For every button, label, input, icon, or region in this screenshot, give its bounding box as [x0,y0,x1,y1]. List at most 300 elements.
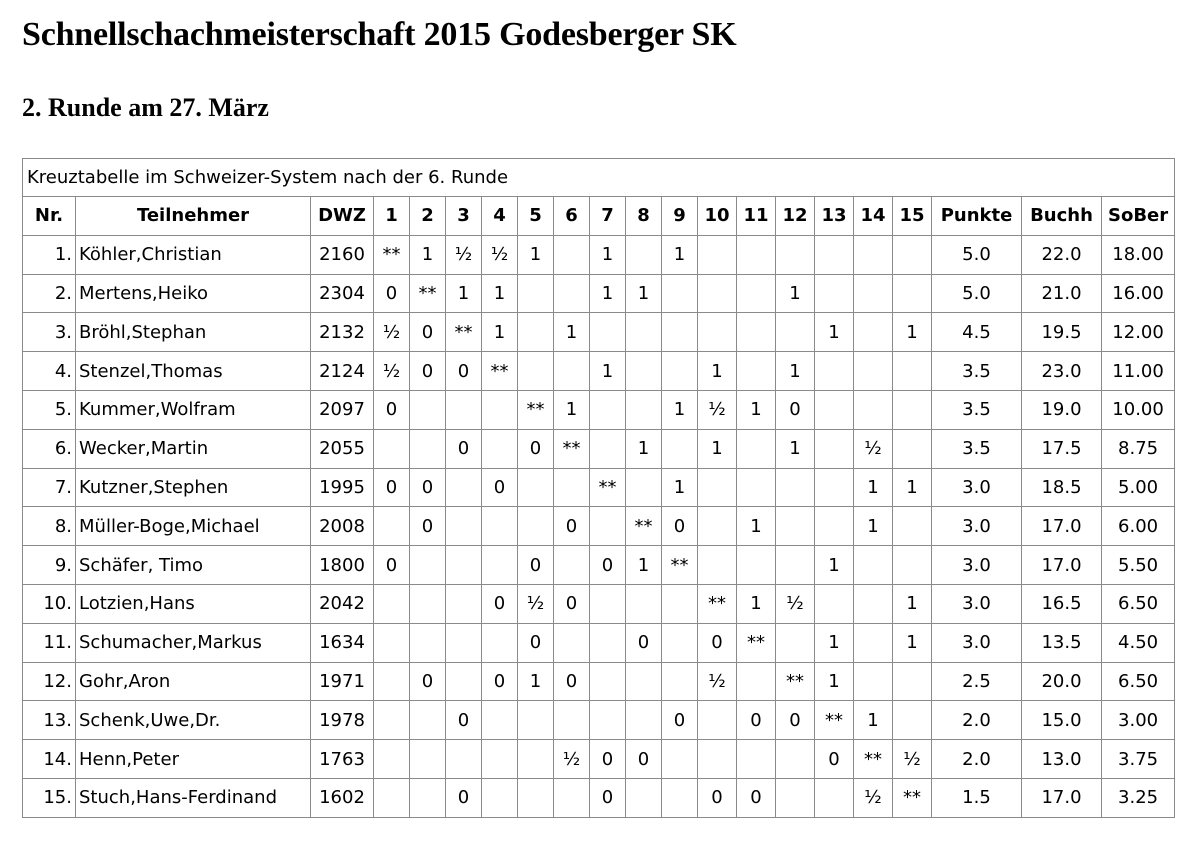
result-cell: 0 [518,546,554,585]
result-cell: 0 [374,390,410,429]
player-name-cell: Gohr,Aron [76,662,311,701]
result-cell: 1 [854,507,893,546]
result-cell: 0 [776,390,815,429]
result-cell [893,701,932,740]
result-cell [815,352,854,391]
result-cell: 0 [590,740,626,779]
result-cell [626,352,662,391]
dwz-cell: 1602 [311,778,374,817]
result-cell [776,740,815,779]
result-cell [482,740,518,779]
buchholz-cell: 19.5 [1022,313,1102,352]
result-cell: 0 [698,778,737,817]
dwz-cell: 1978 [311,701,374,740]
result-cell: 1 [893,468,932,507]
page-subtitle: 2. Runde am 27. März [22,93,269,122]
points-cell: 2.0 [932,701,1022,740]
result-cell [518,313,554,352]
rank-cell: 8. [23,507,76,546]
result-cell [893,662,932,701]
dwz-cell: 2124 [311,352,374,391]
player-name-cell: Lotzien,Hans [76,584,311,623]
result-cell: 0 [554,507,590,546]
column-header: 2 [410,197,446,236]
result-cell: 1 [626,274,662,313]
result-cell [662,313,698,352]
rank-cell: 15. [23,778,76,817]
table-row [23,468,1175,507]
cross-table [22,158,1175,818]
dwz-cell: 1763 [311,740,374,779]
result-cell [446,623,482,662]
result-cell: 0 [518,623,554,662]
result-cell [518,352,554,391]
result-cell: 1 [893,623,932,662]
result-cell: 1 [698,352,737,391]
column-header: 15 [893,197,932,236]
result-cell [518,507,554,546]
result-cell: 0 [554,584,590,623]
table-row [23,546,1175,585]
result-cell [854,546,893,585]
result-cell [554,274,590,313]
result-cell: ½ [554,740,590,779]
table-body [23,235,1175,817]
result-cell [446,584,482,623]
result-cell: 0 [374,274,410,313]
result-cell: 0 [590,546,626,585]
result-cell [698,507,737,546]
result-cell: 0 [554,662,590,701]
result-cell: 1 [446,274,482,313]
result-cell [518,701,554,740]
result-cell [815,235,854,274]
table-row [23,778,1175,817]
sonneborn-berger-cell: 3.75 [1102,740,1175,779]
points-cell: 3.0 [932,584,1022,623]
rank-cell: 11. [23,623,76,662]
result-cell: 1 [482,274,518,313]
dwz-cell: 2132 [311,313,374,352]
result-cell [662,662,698,701]
rank-cell: 1. [23,235,76,274]
dwz-cell: 2160 [311,235,374,274]
player-name-cell: Köhler,Christian [76,235,311,274]
result-cell [482,429,518,468]
sonneborn-berger-cell: 18.00 [1102,235,1175,274]
result-cell [410,584,446,623]
result-cell [518,778,554,817]
result-cell: 0 [482,662,518,701]
result-cell [626,662,662,701]
table-row [23,429,1175,468]
column-header: 6 [554,197,590,236]
result-cell [698,546,737,585]
result-cell [854,352,893,391]
result-cell: 0 [662,507,698,546]
dwz-cell: 2304 [311,274,374,313]
result-cell: ** [893,778,932,817]
column-header: 11 [737,197,776,236]
points-cell: 3.0 [932,623,1022,662]
buchholz-cell: 20.0 [1022,662,1102,701]
result-cell [815,778,854,817]
result-cell [554,546,590,585]
player-name-cell: Schenk,Uwe,Dr. [76,701,311,740]
result-cell [815,274,854,313]
result-cell: ** [737,623,776,662]
column-header: 8 [626,197,662,236]
dwz-cell: 1800 [311,546,374,585]
result-cell [737,662,776,701]
rank-cell: 5. [23,390,76,429]
buchholz-cell: 15.0 [1022,701,1102,740]
result-cell [893,429,932,468]
result-cell [698,274,737,313]
result-cell [737,352,776,391]
result-cell [590,662,626,701]
result-cell: 1 [815,546,854,585]
result-cell: 1 [590,352,626,391]
result-cell: ** [590,468,626,507]
rank-cell: 7. [23,468,76,507]
result-cell: 1 [776,274,815,313]
result-cell [854,623,893,662]
result-cell: 1 [662,468,698,507]
result-cell [482,390,518,429]
result-cell: ½ [854,429,893,468]
result-cell [554,778,590,817]
result-cell [893,507,932,546]
table-row [23,235,1175,274]
player-name-cell: Müller-Boge,Michael [76,507,311,546]
buchholz-cell: 17.0 [1022,507,1102,546]
result-cell [662,274,698,313]
result-cell [518,274,554,313]
result-cell [737,740,776,779]
result-cell: ½ [518,584,554,623]
result-cell: 1 [482,313,518,352]
buchholz-cell: 18.5 [1022,468,1102,507]
result-cell: 0 [374,468,410,507]
sonneborn-berger-cell: 4.50 [1102,623,1175,662]
result-cell [410,701,446,740]
result-cell [374,662,410,701]
result-cell: 0 [446,701,482,740]
result-cell: 1 [662,390,698,429]
result-cell [662,740,698,779]
result-cell [554,623,590,662]
result-cell: 1 [518,235,554,274]
player-name-cell: Kutzner,Stephen [76,468,311,507]
rank-cell: 6. [23,429,76,468]
result-cell: ** [626,507,662,546]
result-cell: 1 [815,623,854,662]
result-cell [737,274,776,313]
result-cell [626,468,662,507]
rank-cell: 9. [23,546,76,585]
result-cell: ½ [374,313,410,352]
result-cell [737,546,776,585]
result-cell: 1 [737,507,776,546]
column-header: 5 [518,197,554,236]
player-name-cell: Bröhl,Stephan [76,313,311,352]
table-row [23,740,1175,779]
sonneborn-berger-cell: 6.00 [1102,507,1175,546]
result-cell: 1 [698,429,737,468]
result-cell [626,390,662,429]
result-cell [410,546,446,585]
result-cell: 1 [626,546,662,585]
result-cell: ** [776,662,815,701]
result-cell: 0 [410,313,446,352]
result-cell: 1 [626,429,662,468]
column-header: Nr. [23,197,76,236]
points-cell: 3.5 [932,352,1022,391]
result-cell: 0 [482,468,518,507]
result-cell [482,701,518,740]
page-title: Schnellschachmeisterschaft 2015 Godesberger SK [22,16,737,53]
result-cell: 0 [776,701,815,740]
sonneborn-berger-cell: 6.50 [1102,584,1175,623]
result-cell: 0 [626,623,662,662]
sonneborn-berger-cell: 16.00 [1102,274,1175,313]
buchholz-cell: 23.0 [1022,352,1102,391]
result-cell [737,313,776,352]
table-row [23,390,1175,429]
result-cell [626,701,662,740]
result-cell: 0 [737,778,776,817]
result-cell [776,623,815,662]
result-cell [854,235,893,274]
rank-cell: 13. [23,701,76,740]
points-cell: 5.0 [932,235,1022,274]
column-header: Buchh [1022,197,1102,236]
sonneborn-berger-cell: 8.75 [1102,429,1175,468]
result-cell [893,274,932,313]
result-cell [590,623,626,662]
result-cell: 0 [815,740,854,779]
result-cell [626,313,662,352]
result-cell [590,507,626,546]
result-cell: 0 [410,662,446,701]
sonneborn-berger-cell: 3.25 [1102,778,1175,817]
table-caption: Kreuztabelle im Schweizer-System nach der 6. Runde [23,159,1175,197]
result-cell: 0 [662,701,698,740]
rank-cell: 3. [23,313,76,352]
points-cell: 2.0 [932,740,1022,779]
result-cell: 1 [854,701,893,740]
result-cell [410,429,446,468]
result-cell: ** [554,429,590,468]
result-cell [815,584,854,623]
result-cell: ** [518,390,554,429]
table-row [23,274,1175,313]
result-cell [482,623,518,662]
result-cell [776,313,815,352]
result-cell [590,313,626,352]
result-cell: 0 [590,778,626,817]
result-cell: 1 [776,429,815,468]
result-cell [776,468,815,507]
result-cell [854,584,893,623]
result-cell: ½ [893,740,932,779]
result-cell: ** [662,546,698,585]
result-cell [776,546,815,585]
sonneborn-berger-cell: 12.00 [1102,313,1175,352]
result-cell [815,468,854,507]
result-cell: 1 [893,313,932,352]
buchholz-cell: 17.0 [1022,778,1102,817]
result-cell [554,352,590,391]
result-cell: 0 [410,507,446,546]
table-row [23,507,1175,546]
points-cell: 4.5 [932,313,1022,352]
result-cell: 1 [815,662,854,701]
result-cell [554,468,590,507]
result-cell [815,507,854,546]
points-cell: 3.0 [932,546,1022,585]
column-header: 13 [815,197,854,236]
result-cell [737,468,776,507]
result-cell [446,390,482,429]
result-cell [482,778,518,817]
sonneborn-berger-cell: 6.50 [1102,662,1175,701]
result-cell [554,701,590,740]
column-header: Punkte [932,197,1022,236]
result-cell [374,584,410,623]
column-header: 14 [854,197,893,236]
result-cell [626,584,662,623]
result-cell: 1 [815,313,854,352]
result-cell [590,584,626,623]
dwz-cell: 2042 [311,584,374,623]
result-cell: 1 [662,235,698,274]
rank-cell: 10. [23,584,76,623]
result-cell [410,778,446,817]
result-cell: 0 [446,352,482,391]
buchholz-cell: 19.0 [1022,390,1102,429]
result-cell [662,352,698,391]
result-cell [590,390,626,429]
result-cell [374,429,410,468]
result-cell [374,507,410,546]
table-row [23,662,1175,701]
result-cell [893,546,932,585]
player-name-cell: Mertens,Heiko [76,274,311,313]
column-header: 12 [776,197,815,236]
table-row [23,352,1175,391]
result-cell: ½ [482,235,518,274]
result-cell [626,778,662,817]
result-cell: 1 [590,274,626,313]
result-cell: ** [815,701,854,740]
result-cell [626,235,662,274]
result-cell: 1 [893,584,932,623]
buchholz-cell: 17.0 [1022,546,1102,585]
result-cell: ½ [446,235,482,274]
result-cell [815,390,854,429]
sonneborn-berger-cell: 3.00 [1102,701,1175,740]
table-row [23,584,1175,623]
result-cell [854,662,893,701]
result-cell: ½ [854,778,893,817]
buchholz-cell: 22.0 [1022,235,1102,274]
result-cell [893,352,932,391]
column-header: Teilnehmer [76,197,311,236]
column-header: SoBer [1102,197,1175,236]
result-cell: ** [482,352,518,391]
result-cell [698,468,737,507]
result-cell [590,701,626,740]
result-cell: 0 [374,546,410,585]
rank-cell: 2. [23,274,76,313]
result-cell: 0 [446,778,482,817]
result-cell: ½ [698,390,737,429]
player-name-cell: Henn,Peter [76,740,311,779]
result-cell [410,623,446,662]
result-cell: 1 [554,313,590,352]
player-name-cell: Schumacher,Markus [76,623,311,662]
result-cell [698,313,737,352]
result-cell: 0 [446,429,482,468]
result-cell [776,778,815,817]
result-cell [482,507,518,546]
table-header-row [23,197,1175,236]
result-cell: ½ [374,352,410,391]
table-row [23,313,1175,352]
result-cell: 1 [776,352,815,391]
rank-cell: 4. [23,352,76,391]
result-cell [737,429,776,468]
table-row [23,623,1175,662]
table-caption-row [23,159,1175,197]
result-cell: ½ [698,662,737,701]
column-header: 4 [482,197,518,236]
result-cell: 0 [410,352,446,391]
result-cell: 0 [737,701,776,740]
buchholz-cell: 13.5 [1022,623,1102,662]
buchholz-cell: 17.5 [1022,429,1102,468]
dwz-cell: 2008 [311,507,374,546]
result-cell [698,740,737,779]
result-cell [854,390,893,429]
result-cell [410,740,446,779]
result-cell [410,390,446,429]
result-cell [446,507,482,546]
result-cell [854,274,893,313]
result-cell: 1 [737,390,776,429]
sonneborn-berger-cell: 11.00 [1102,352,1175,391]
column-header: 7 [590,197,626,236]
result-cell [698,701,737,740]
result-cell [518,468,554,507]
result-cell [374,740,410,779]
rank-cell: 14. [23,740,76,779]
result-cell [776,235,815,274]
result-cell [446,546,482,585]
result-cell [815,429,854,468]
points-cell: 3.0 [932,468,1022,507]
sonneborn-berger-cell: 10.00 [1102,390,1175,429]
result-cell: 1 [590,235,626,274]
player-name-cell: Wecker,Martin [76,429,311,468]
result-cell: 0 [482,584,518,623]
result-cell [662,584,698,623]
result-cell: ** [446,313,482,352]
player-name-cell: Stenzel,Thomas [76,352,311,391]
points-cell: 3.5 [932,390,1022,429]
